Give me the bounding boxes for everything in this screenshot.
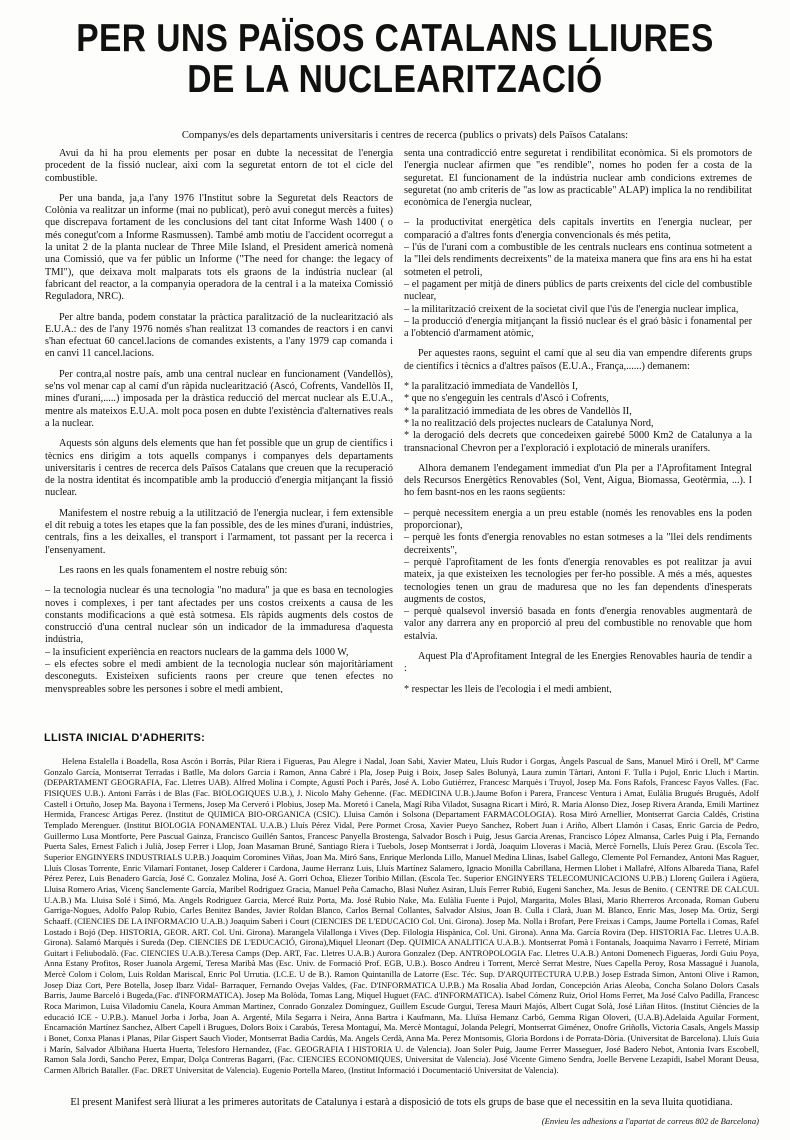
right-column — [404, 148, 752, 693]
page-title — [55, 18, 734, 100]
list-item: – els efectes sobre el medi ambient de la tecnologia nuclear són majoritàriament desconeguts. Existeixen suficients raons per creure que tenen efectes no menyspreables sobre les persones i sobre el medi ambient, — [45, 658, 393, 693]
list-item: * la derogació dels decrets que concedeixen gairebé 5000 Km2 de Catalunya a la transnacional Chevron per a l'exploració i explotació de minerals uranífers. — [404, 430, 752, 454]
list-item: – perquè les fonts d'energia renovables no estan sotmeses a la "llei dels rendiments decreixents", — [404, 532, 752, 556]
points-list — [404, 217, 752, 340]
list-item: – la insuficient experiència en reactors nuclears de la gamma dels 1000 W, — [45, 646, 349, 658]
list-item: – la militarització creixent de la societat civil que l'ús de l'energia nuclear implica, — [404, 303, 739, 315]
paragraph: Per altre banda, podem constatar la pràctica paralització de la nuclearització als E.U.A.: des de l'any 1976 només s'han realitzat 13 comandes de reactors i en canvi s'han efectuat 60 cancel.lacions de comandes existents, a l'any 1979 cap comanda i en canvi 11 cancel.lacions. — [45, 311, 393, 360]
left-column — [45, 148, 393, 693]
correspondence-note: (Envieu les adhesions a l'apartat de correus 802 de Barcelona) — [541, 1116, 759, 1126]
list-item: – perquè qualsevol inversió basada en fonts d'energia renovables augmentarà de valor any darrera any en proporció al preu del combustible no renovable que hom estalvia. — [404, 606, 752, 642]
paragraph: Alhora demanem l'endegament immediat d'un Pla per a l'Aprofitament Integral dels Recursos Energètics Renovables (Sol, Vent, Aigua, Biomassa, Geotèrmia, ...). I ho fem basnt-nos en les raons següents: — [404, 462, 752, 499]
reasons-list — [45, 585, 393, 693]
list-item: – el pagament per mitjà de diners públics de parts creixents del cicle del combustible nuclear, — [404, 278, 752, 303]
paragraph: Per aquestes raons, seguint el camí que al seu dia van empendre diferents grups de científics i tècnics a d'altres països (E.U.A., França,......) demanem: — [404, 348, 752, 372]
paragraph: Per una banda, ja,a l'any 1976 l'Institut sobre la Seguretat dels Reactors de Colònia va realitzar un informe (mai no publicat), però avui conegut mercès a fuites) que discrepava fortament de les conclusions del tant citat Informe Wash 1400 ( o més conegut'com a Informe Rasmussen). També amb motiu de l'accident ocorregut a la unitat 2 de la planta nuclear de Three Mile Island, el President americà nomenà una Comissió, que va fer públic un Informe ("The need for change: the legacy of TMI"), que deixava molt malparats tots els graons de la indústria nuclear (al fabricant del reactor, a la companyia operadora de la central i a la mateixa Comissió Reguladora, NRC). — [45, 192, 393, 303]
list-item: * que no s'engeguin les centrals d'Ascó i Cofrents, — [404, 393, 609, 405]
list-item: – la productivitat energètica dels capitals invertits en l'energia nuclear, per comparació a d'altres fonts d'energia convencionals és més petita, — [404, 217, 752, 241]
list-item: – la producció d'energia mitjançant la fissió nuclear és el graó bàsic i fonamental per a l'obtenció d'armament atòmic, — [404, 315, 752, 340]
title-line-1: PER UNS PAÏSOS CATALANS LLIURES — [76, 17, 714, 60]
adherents-list: Helena Estalella i Boadella, Rosa Ascón i Borràs, Pilar Riera i Figueras, Pau Alegre i Nadal, Joan Sabi, Xavier Mateu, Lluís Rudor i Gorgas, Àngels Pascual de Sans, Manuel Miró i Orell, Mª Carme Gonzalo García, Montserrat Terradas i Batlle, Ma dolors Garcia i Ramon, Anna Cabré i Pla, Josep Puig i Boix, Josep Sales Bolunyà, Laura zumin Tàrtari, Antoni F. Tulla i Pujol, Enric Lluch i Martin. (DEPARTAMENT GEOGRAFIA, Fac. Lletres UAB). Alfred Molina i Compte, Agustí Poch i Parés, José A. Lobo Gutiérrez, Francesc Marquès i Truyol, Josep Ma. Fons Rafols, Francesc Fayos Valles. (Fac. FISIQUES U.B.). Antoni Farràs i de Blas (Fac. BIOLOGIQUES U.B.), J. Nicolo Mahy Gehenne. (Fac. MEDICINA U.B.).Jaume Bofon i Parera, Francesc Ventura i Amat, Eulàlia Brugués Brugués, Adolf Castell i Ortuño, Josep Ma. Bayona i Termens, Josep Ma Cerveró i Plobius, Josep Ma. Moretó i Canela, Magí Riba Viladot, Susagna Ricart i Miró, R. Maria Alonso Diez, Josep Rivera Aranda, Emili Martinez Hermida, Francesc Artigas Perez. (Institut de QUIMICA BIO-ORGANICA (CSIC). Lluisa Camón i Solsona (Departament FARMACOLOGIA). Rosa Miró Arnellier, Montserrat Garcia Caldés, Cristina Templado Merenguer. (Institut BIOLOGIA FONAMENTAL U.A.B.) Lluís Pérez Vidal, Pere Pormet Crosa, Xavier Pueyo Sanchez, Robert Juan i Ariño, Albert Llamón i Casas, Enric Garcia de Pedro, Guillermo Lusa Montforte, Pere Pascual Gainza, Francisco Guillén Santos, Francesc Panyella Brostenga, Salvador Bosch i Puig, Jesus Garcia Arenas, Francisco López Almansa, Carles Puig i Pla, Fernando Puerta Sales, Ernest Falich i Julià, Josep Ferrer i Llop, Joan Masaman Bruné, Santiago Riera i Tuebols, Josep Montserrat i Jordà, Joaquim Lloveras i Macià, Mercè Fornells, Lluís Perez Grau. (Escola Tec. Superior ENGINYERS INDUSTRIALS U.P.B.) Joaquim Coromines Viñas, Joan Ma. Miró Sans, Enrique Merlonda Lillo, Manuel Medina Llinas, Isabel Gallego, Clemente Pol Fernandez, Antoni Mas Raguer, Lluís Closas Torrente, Enric Vilamarí Fontanet, Josep Calderer i Cardona, Jaume Herranz Luis, Lluís Martínez Salamero, Ignacio Monilla Cabrillana, Hermen Llobet i Mallafré, Alfons Albareda Tiana, Rafel Pérez Perez, Luis Benadero García, José C. Gonzalez Molina, José A. Gorri Ochoa, Eliezer Toribio Millan. (Escola Tec. Superior ENGINYERS TELECOMUNICACIONS U.P.B.) Llorenç Guilera i Agüera, Lluisa Romero Arias, Vicenç Sanclemente García, Maribel Rodriguez Gracia, Manuel Peña Camacho, Blasi Nuñez Asiran, Lluís Ferrer Rubió, Eugeni Sanchez, Ma. Jesus de Benito. ( CENTRE DE CALCUL U.A.B.) Ma. Lluisa Solé i Simó, Ma. Angels Rodriguez Garcia, Mercé Ruiz Porta, Ma. José Rubio Nake, Ma. Eulàlia Fuente i Pujol, Margarita, Moles Blasi, Mario Rherreros Arconada, Roman Guberu Garriga-Nogues, Adolfo Palop Rubio, Carles Benitez Bandes, Javier Roldan Blanco, Carlos Bernal Collantes, Salvador Alsius, Joan B. Culla i Clarà, Juan M. Blanco, Enric Mas, Josep Ma. Ortiz, Sergi Schaaff. (CIENCIES DE LA INFORMACIO U.A.B.) Joaquim Saberi i Court (CIENCIES DE L'EDUCACIO Col. Uni. Girona). Josep Ma. Nolla i Brofart, Pere Freixas i Camps, Jaume Portella i Comas, Rafel Lostado i Bojó (Dep. HISTORIA, GEOR. ART. Col. Uni. Girona). Marangela Vilallonga i Vives (Dep. Filologia Hispànica, Col. Uni. Girona). Anna Ma. García Rovira (Dep. HISTORIA Fac. Lletres U.A.B. Girona). Salamó Marquès i Sureda (Dep. CIENCIES DE L'EDUCACIÓ, Girona),Miquel Lleonart (Dep. QUIMICA ANALITICA U.A.B.). Montserrat Pomà i Fontanals, Joaquima Navarro i Ferreté, Miriam Guitart i Feliubodalò. (Fac. CIENCIES U.A.B.).Teresa Camps (Dep. ART, Fac. Lletres U.A.B.) Aurora Gonzalez (Dep. ANTROPOLOGIA Fac. Lletres U.A.B.) Antoni Domenech Figueras, Jordi Guiu Poya, Anna Estany Profitos, Roser Juanola Argemí, Teresa Maribà Mas (Esc. Univ. de Formació Prof. EGB, U.B.). Bosco Andreu i Torrent, Mercè Serrat Mestre, Nues Capella Peroy, Rosa Massagué i Juanola, Mercè Colom i Colom, Luis Roldan Mariscal, Enric Pol Urrutia. (I.C.E. U de B.). Ramon Quintanilla de Latorre (Esc. Téc. Sup. D'ARQUITECTURA U.P.B.) Josep Estrada Simon, Antoni Olive i Ramon, Josep Diaz Cort, Pere Botella, Josep Ibarz Vidal- Barraquer, Fernando Ovejas Valdes, (Fac. D'INFORMATICA U.P.B.) Ma Rosalia Abad Jordan, Concepción Arias Aleoba, Concha Solano Dolors Casals Barris, Jaume Barceló i Bugeda,(Fac. d'INFORMATICA). Josep Ma Bolòda, Tomas Lang, Miquel Huguet (FAC. d'INFORMATICA). Isabel Cómenz Ruiz, Oriol Homs Ferret, Ma José Calvo Padilla, Francesc Roca Marimon, Luisa Viladomiu Canela, Koura Amman Martinez, Conrado Gonzalez Dominguez, Guillem Escude Gurgui, Teresa Mauri Majós, Albert Cugat Solà, José Liñan Hitos. (Institut Ciències de la educació ICE - U.P.B.). Manuel Jorba i Jorba, Joan A. Argenté, Mila Segarra i Neira, Anna Bartra i Kaufmann, Ma. Lluïsa Hemanz Carbó, Gemma Rigan Oloveri, (U.A.B).Adelaida Aguilar Forment, Encarnación Martínez Sanchez, Albert Capell i Brugues, Dolors Boix i Carabús, Teresa Montaguí, Ma. Mercè Montaguí, Jolanda Pelegrí, Montserrat Giménez, Onofre Griñolls, Victoria Casals, Angels Massip i Bonet, Conxa Planas i Planas, Pilar Gispert Sauch Vioder, Montserrat Badia Cardús, Ma. Angels Cerdà, Anna Ma. Perez Montsomis, Gloria Bordons i de Porrata-Dòria. (Universitat de Barcelona). Lluís Guia i Marín, Salvador Albiñana Huerta Huerta, Telesforo Hernandez, (Fac. GEOGRAFIA I HISTORIA U. de Valencia). Joan Soler Puig, Jaume Ferrer Masseguer, José Badero Nebot, Antonia Ivars Escobell, Ramon Sala Jordi, Sancho Perez, Empar, Dolça Contreras Bagarri, (Fac. CIENCIES ECONOMIQUES, Universitat de Valencia). José Vicente Gimeno Sendra, Joelle Bervene Lezapidi, Isabel Morant Deusa, Carmen Albrich Bataller. (Fac. DRET Universitat de Valencia). Eugenio Portella Mareo, (Institut Informació i Documentació Universitat de Valencia). — [44, 756, 759, 1076]
list-item: * la no realització dels projectes nuclears de Catalunya Nord, — [404, 417, 654, 429]
list-item: * respectar les lleis de l'ecologia i el medi ambient, — [404, 683, 612, 693]
list-item: * la paralització immediata de les obres de Vandellòs II, — [404, 405, 632, 417]
goals-list — [404, 684, 752, 693]
list-item: – perquè l'aprofitament de les fonts d'energia renovables es pot realitzar ja avui mateix, ja que existeixen les tecnologies per fer-ho possible. A més a més, aquestes tecnologies tenen un grau de maduresa que no les fan dependents d'inesperats augments de costos, — [404, 556, 752, 605]
paragraph: Avui da hi ha prou elements per posar en dubte la necessitat de l'energia procedent de la fissió nuclear, aixi com la seguretat entorn de tot el cicle del combustible. — [45, 148, 393, 184]
intro-salutation: Companys/es dels departaments universitaris i centres de recerca (publics o privats) dels Països Catalans: — [181, 130, 629, 141]
because-list — [404, 508, 752, 643]
list-item: – la tecnologia nuclear és una tecnologia "no madura" ja que es basa en tecnologies noves i complexes, i per tant afectades per uns costos creixents a causa de les constants modificacions a què està sotmesa. Els ràpids augments dels costos de construcció d'una central nuclear són un indicador de la immaduresa d'aquesta indústria, — [45, 585, 393, 646]
paragraph: Manifestem el nostre rebuig a la utilització de l'energia nuclear, i fem extensible el dit rebuig a totes les etapes que la fan possible, des de les mines d'urani, indústries, centrals, fins a les deixalles, el transport i l'armament, tot passant per la recerca i l'ensenyament. — [45, 507, 393, 556]
closing-statement: El present Manifest serà lliurat a les primeres autoritats de Catalunya i estarà a disposició de tots els grups de base que el necessitin en la seva lluita quotidiana. — [70, 1097, 733, 1108]
adherents-heading: LLISTA INICIAL D'ADHERITS: — [44, 732, 206, 744]
list-item: – perquè necessitem energia a un preu estable (només les renovables ens la poden proporcionar), — [404, 507, 752, 532]
paragraph: Aquest Pla d'Aprofitament Integral de les Energies Renovables hauria de tendir a : — [404, 650, 752, 675]
list-item: * la paralització immediata de Vandellòs I, — [404, 381, 578, 393]
paragraph: Per contra,al nostre país, amb una central nuclear en funcionament (Vandellòs), se'ns vol menar cap al camí d'un ràpida nuclearització (Ascó, Cofrents, Vandellòs II, mines d'urani,.....) imposada per la dràstica reducció del mercat nuclear als E.U.A., mentre als mateixos E.U.A. molt poca posen en dubte l'existència d'alternatives reals a la nuclear. — [45, 368, 393, 429]
paragraph: Les raons en les quals fonamentem el nostre rebuig són: — [59, 564, 288, 576]
demands-list — [404, 381, 752, 455]
paragraph: senta una contradicció entre seguretat i rendibilitat econòmica. Si els promotors de l'energia nuclear afirmen que "es rendible", nomes ho poden fer a costa de la seguretat. El funcionament de la indústria nuclear amb condicions extremes de seguretat (no amb criteris de "as low as practicable" ALAP) implica la no rendibilitat econòmica de l'energia nuclear, — [404, 148, 752, 209]
title-line-2: DE LA NUCLEARITZACIÓ — [187, 58, 603, 101]
paragraph: Aquests són alguns dels elements que han fet possible que un grup de científics i tècnics ens dirigim a tots aquells companys i companyes dels departaments universitaris i centres de recerca dels Països Catalans que creuen que la recuperació de la nostra identitat és incompatible amb la producció d'energia mitjançant la fissió nuclear. — [45, 438, 393, 499]
list-item: – l'ús de l'urani com a combustible de les centrals nuclears ens continua sotmetent a la "llei dels rendiments decreixents" de la mateixa manera que fins ara ens hi ha estat sotmeten el petroli, — [404, 242, 752, 278]
